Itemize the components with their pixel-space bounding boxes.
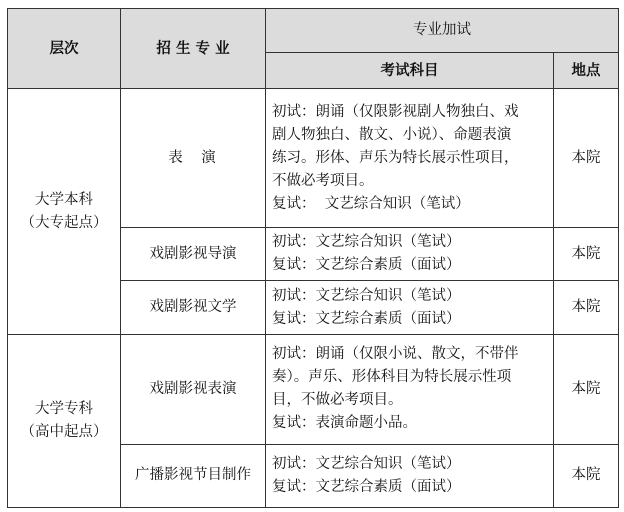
location-cell: 本院 [554,335,619,445]
level-cell [8,89,121,335]
exam-line: 初试：文艺综合知识（笔试） [272,234,461,251]
exam-line: 剧人物独白、散文、小说）、命题表演 [272,126,512,143]
exam-line: 复试：文艺综合素质（面试） [272,478,461,495]
exam-cell [266,281,554,335]
exam-line: 练习。形体、声乐为特长展示性项目， [272,149,519,166]
header-subjects: 考试科目 [266,53,554,89]
exam-line: 初试：朗诵（仅限影视剧人物独白、戏 [272,103,519,120]
major-cell: 戏剧影视表演 [121,335,266,445]
exam-line: 初试：文艺综合知识（笔试） [272,287,461,304]
header-level: 层次 [8,9,121,89]
level-sublabel: （高中起点） [20,424,108,441]
table-row [8,335,619,445]
exam-line: 复试：文艺综合素质（面试） [272,310,461,327]
location-cell: 本院 [554,228,619,281]
major-cell: 广播影视节目制作 [121,444,266,507]
level-cell [8,335,121,508]
header-major: 招 生 专 业 [121,9,266,89]
table-row [8,89,619,228]
location-cell: 本院 [554,89,619,228]
exam-cell [266,444,554,507]
exam-line: 复试：文艺综合素质（面试） [272,257,461,274]
level-label: 大学专科 [35,401,93,418]
exam-cell [266,335,554,445]
location-cell: 本院 [554,444,619,507]
major-cell: 戏剧影视文学 [121,281,266,335]
exam-cell [266,228,554,281]
level-sublabel: （大专起点） [20,214,108,231]
exam-line: 复试： 文艺综合知识（笔试） [272,195,470,212]
location-cell: 本院 [554,281,619,335]
header-location: 地点 [554,53,619,89]
major-cell: 表 演 [121,89,266,228]
exam-line: 初试：文艺综合知识（笔试） [272,455,461,472]
exam-line: 复试：表演命题小品。 [272,415,417,432]
level-label: 大学本科 [35,191,93,208]
exam-line: 不做必考项目。 [272,172,374,189]
exam-cell [266,89,554,228]
exam-line: 初试：朗诵（仅限小说、散文，不带伴 [272,346,519,363]
header-exam-group: 专业加试 [266,9,619,53]
major-cell: 戏剧影视导演 [121,228,266,281]
exam-line: 目，不做必考项目。 [272,392,403,409]
exam-line: 奏）。声乐、形体科目为特长展示性项 [272,369,512,386]
admission-exam-table [7,8,619,508]
